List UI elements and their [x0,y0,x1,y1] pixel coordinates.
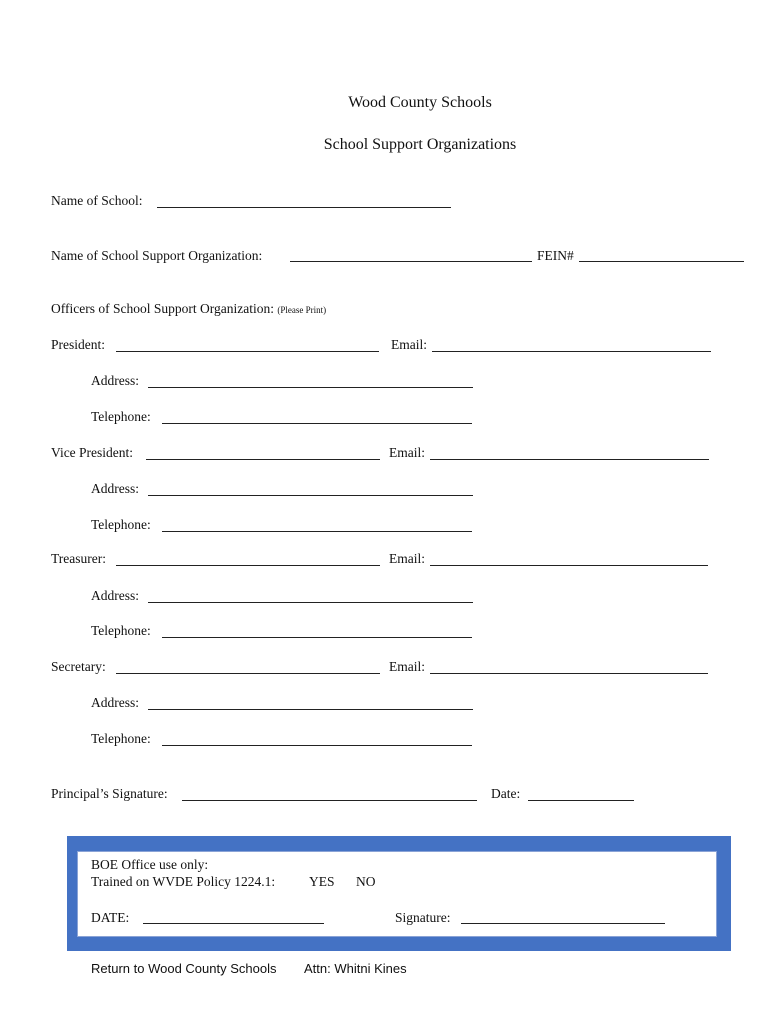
secretary-telephone-label: Telephone: [91,731,151,746]
boe-date-field[interactable] [143,923,324,924]
president-label: President: [51,337,105,352]
page-subtitle: School Support Organizations [323,136,517,153]
please-print-note: (Please Print) [277,305,327,315]
principal-date-field[interactable] [528,800,634,801]
principal-signature-field[interactable] [182,800,477,801]
vice-president-address-label: Address: [91,481,139,496]
treasurer-name-field[interactable] [116,565,380,566]
president-telephone-field[interactable] [162,423,472,424]
secretary-email-field[interactable] [430,673,708,674]
secretary-telephone-field[interactable] [162,745,472,746]
secretary-label: Secretary: [51,659,106,674]
boe-yes-option[interactable]: YES [309,874,335,889]
secretary-address-field[interactable] [148,709,473,710]
boe-trained-label: Trained on WVDE Policy 1224.1: [91,874,276,889]
president-email-label: Email: [391,337,427,352]
org-name-field[interactable] [290,261,532,262]
vice-president-telephone-label: Telephone: [91,517,151,532]
officers-label: Officers of School Support Organization: [51,301,274,316]
vice-president-name-field[interactable] [146,459,380,460]
return-text: Return to Wood County Schools [91,961,277,976]
vice-president-address-field[interactable] [148,495,473,496]
vice-president-telephone-field[interactable] [162,531,472,532]
attn-text: Attn: Whitni Kines [304,961,407,976]
treasurer-telephone-label: Telephone: [91,623,151,638]
school-name-label: Name of School: [51,193,143,208]
boe-signature-field[interactable] [461,923,665,924]
secretary-name-field[interactable] [116,673,380,674]
boe-heading: BOE Office use only: [91,857,209,872]
fein-label: FEIN# [537,248,574,263]
fein-field[interactable] [579,261,744,262]
boe-signature-label: Signature: [395,910,451,925]
boe-date-label: DATE: [91,910,130,925]
boe-no-option[interactable]: NO [356,874,376,889]
org-name-label: Name of School Support Organization: [51,248,263,263]
secretary-email-label: Email: [389,659,425,674]
vice-president-email-field[interactable] [430,459,709,460]
secretary-address-label: Address: [91,695,139,710]
president-name-field[interactable] [116,351,379,352]
vice-president-label: Vice President: [51,445,134,460]
treasurer-address-field[interactable] [148,602,473,603]
treasurer-email-field[interactable] [430,565,708,566]
vice-president-email-label: Email: [389,445,425,460]
treasurer-email-label: Email: [389,551,425,566]
president-telephone-label: Telephone: [91,409,151,424]
principal-date-label: Date: [491,786,521,801]
page-title: Wood County Schools [348,94,492,111]
president-address-label: Address: [91,373,139,388]
president-address-field[interactable] [148,387,473,388]
officers-heading [51,301,326,317]
treasurer-label: Treasurer: [51,551,106,566]
school-name-field[interactable] [157,207,451,208]
principal-signature-label: Principal’s Signature: [51,786,168,801]
treasurer-telephone-field[interactable] [162,637,472,638]
president-email-field[interactable] [432,351,711,352]
treasurer-address-label: Address: [91,588,139,603]
